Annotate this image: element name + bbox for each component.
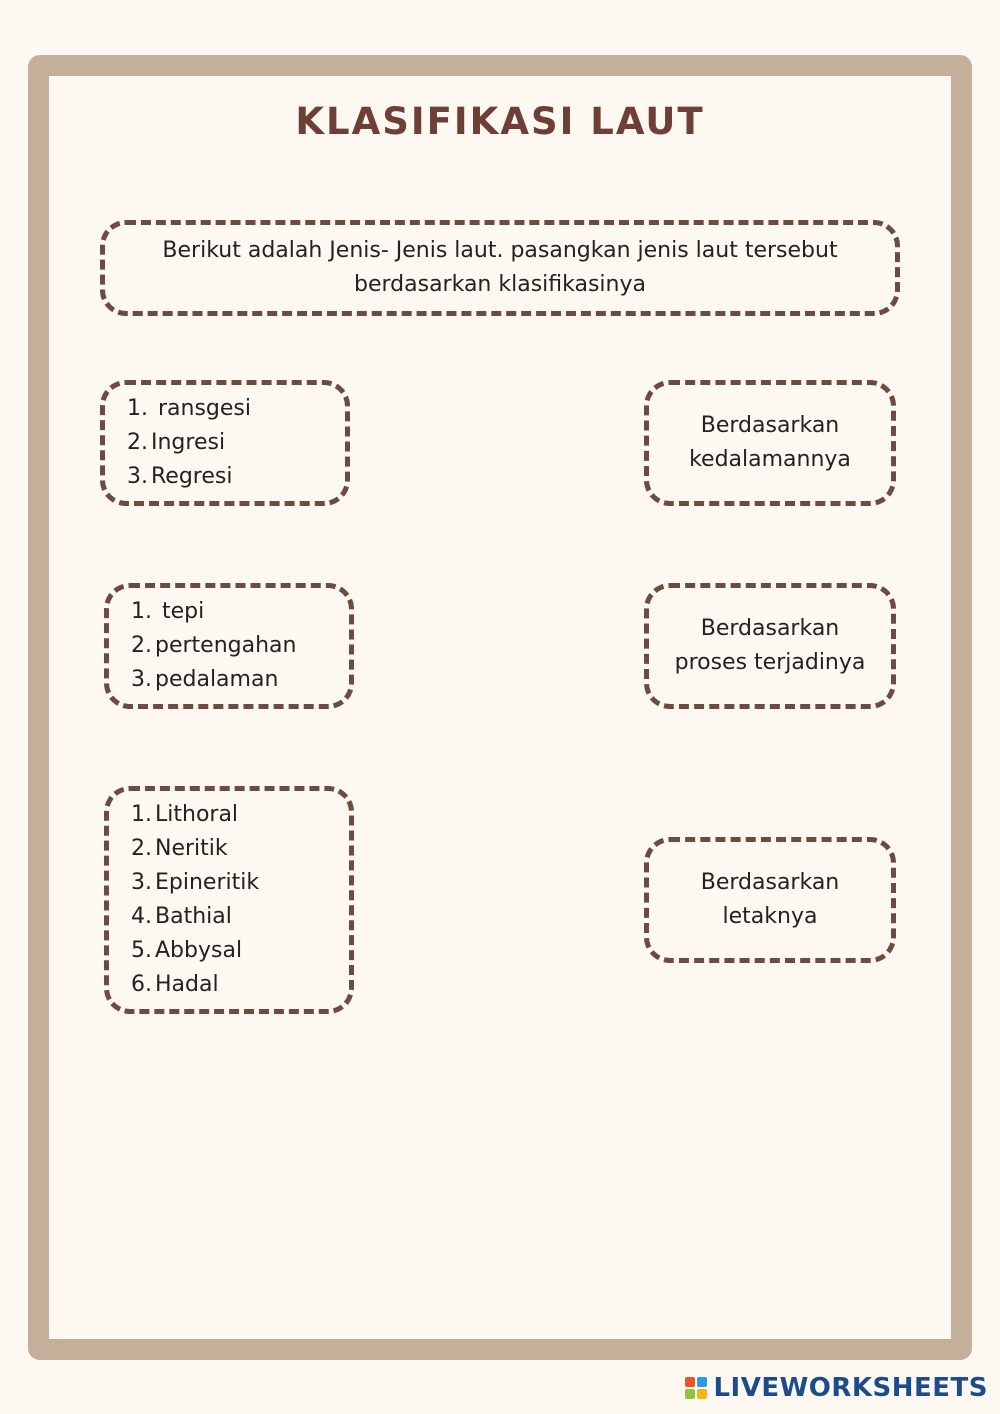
- list-box-2[interactable]: [104, 583, 354, 709]
- category-label: Berdasarkan kedalamannya: [689, 413, 851, 472]
- list-item: 2. Neritik: [131, 836, 228, 861]
- list-item: 1. Lithoral: [131, 802, 239, 827]
- list-item: 1. tepi: [131, 599, 205, 624]
- page-title: KLASIFIKASI LAUT: [295, 100, 705, 143]
- liveworksheets-logo-icon: [685, 1377, 707, 1399]
- list-item: 6. Hadal: [131, 972, 219, 997]
- category-label: Berdasarkan proses terjadinya: [674, 616, 866, 675]
- watermark-text: LIVEWORKSHEETS: [713, 1373, 988, 1403]
- category-label: Berdasarkan letaknya: [700, 870, 840, 929]
- list-item: 4. Bathial: [131, 904, 232, 929]
- list-box-3[interactable]: [104, 786, 354, 1014]
- instructions-box: [100, 220, 900, 316]
- list-item: 5. Abbysal: [131, 938, 243, 963]
- liveworksheets-watermark: [685, 1373, 988, 1403]
- instructions-text: Berikut adalah Jenis- Jenis laut. pasangkan jenis laut tersebut berdasarkan klasifikasinya: [162, 238, 838, 297]
- list-item: 2. Ingresi: [127, 430, 226, 455]
- list-item: 2. pertengahan: [131, 633, 297, 658]
- list-item: 3. Regresi: [127, 464, 233, 489]
- category-box-letak[interactable]: [644, 837, 896, 963]
- list-item: 3. pedalaman: [131, 667, 279, 692]
- list-item: 3. Epineritik: [131, 870, 260, 895]
- category-box-kedalaman[interactable]: [644, 380, 896, 506]
- list-item: 1. ransgesi: [127, 396, 251, 421]
- category-box-proses[interactable]: [644, 583, 896, 709]
- list-box-1[interactable]: [100, 380, 350, 506]
